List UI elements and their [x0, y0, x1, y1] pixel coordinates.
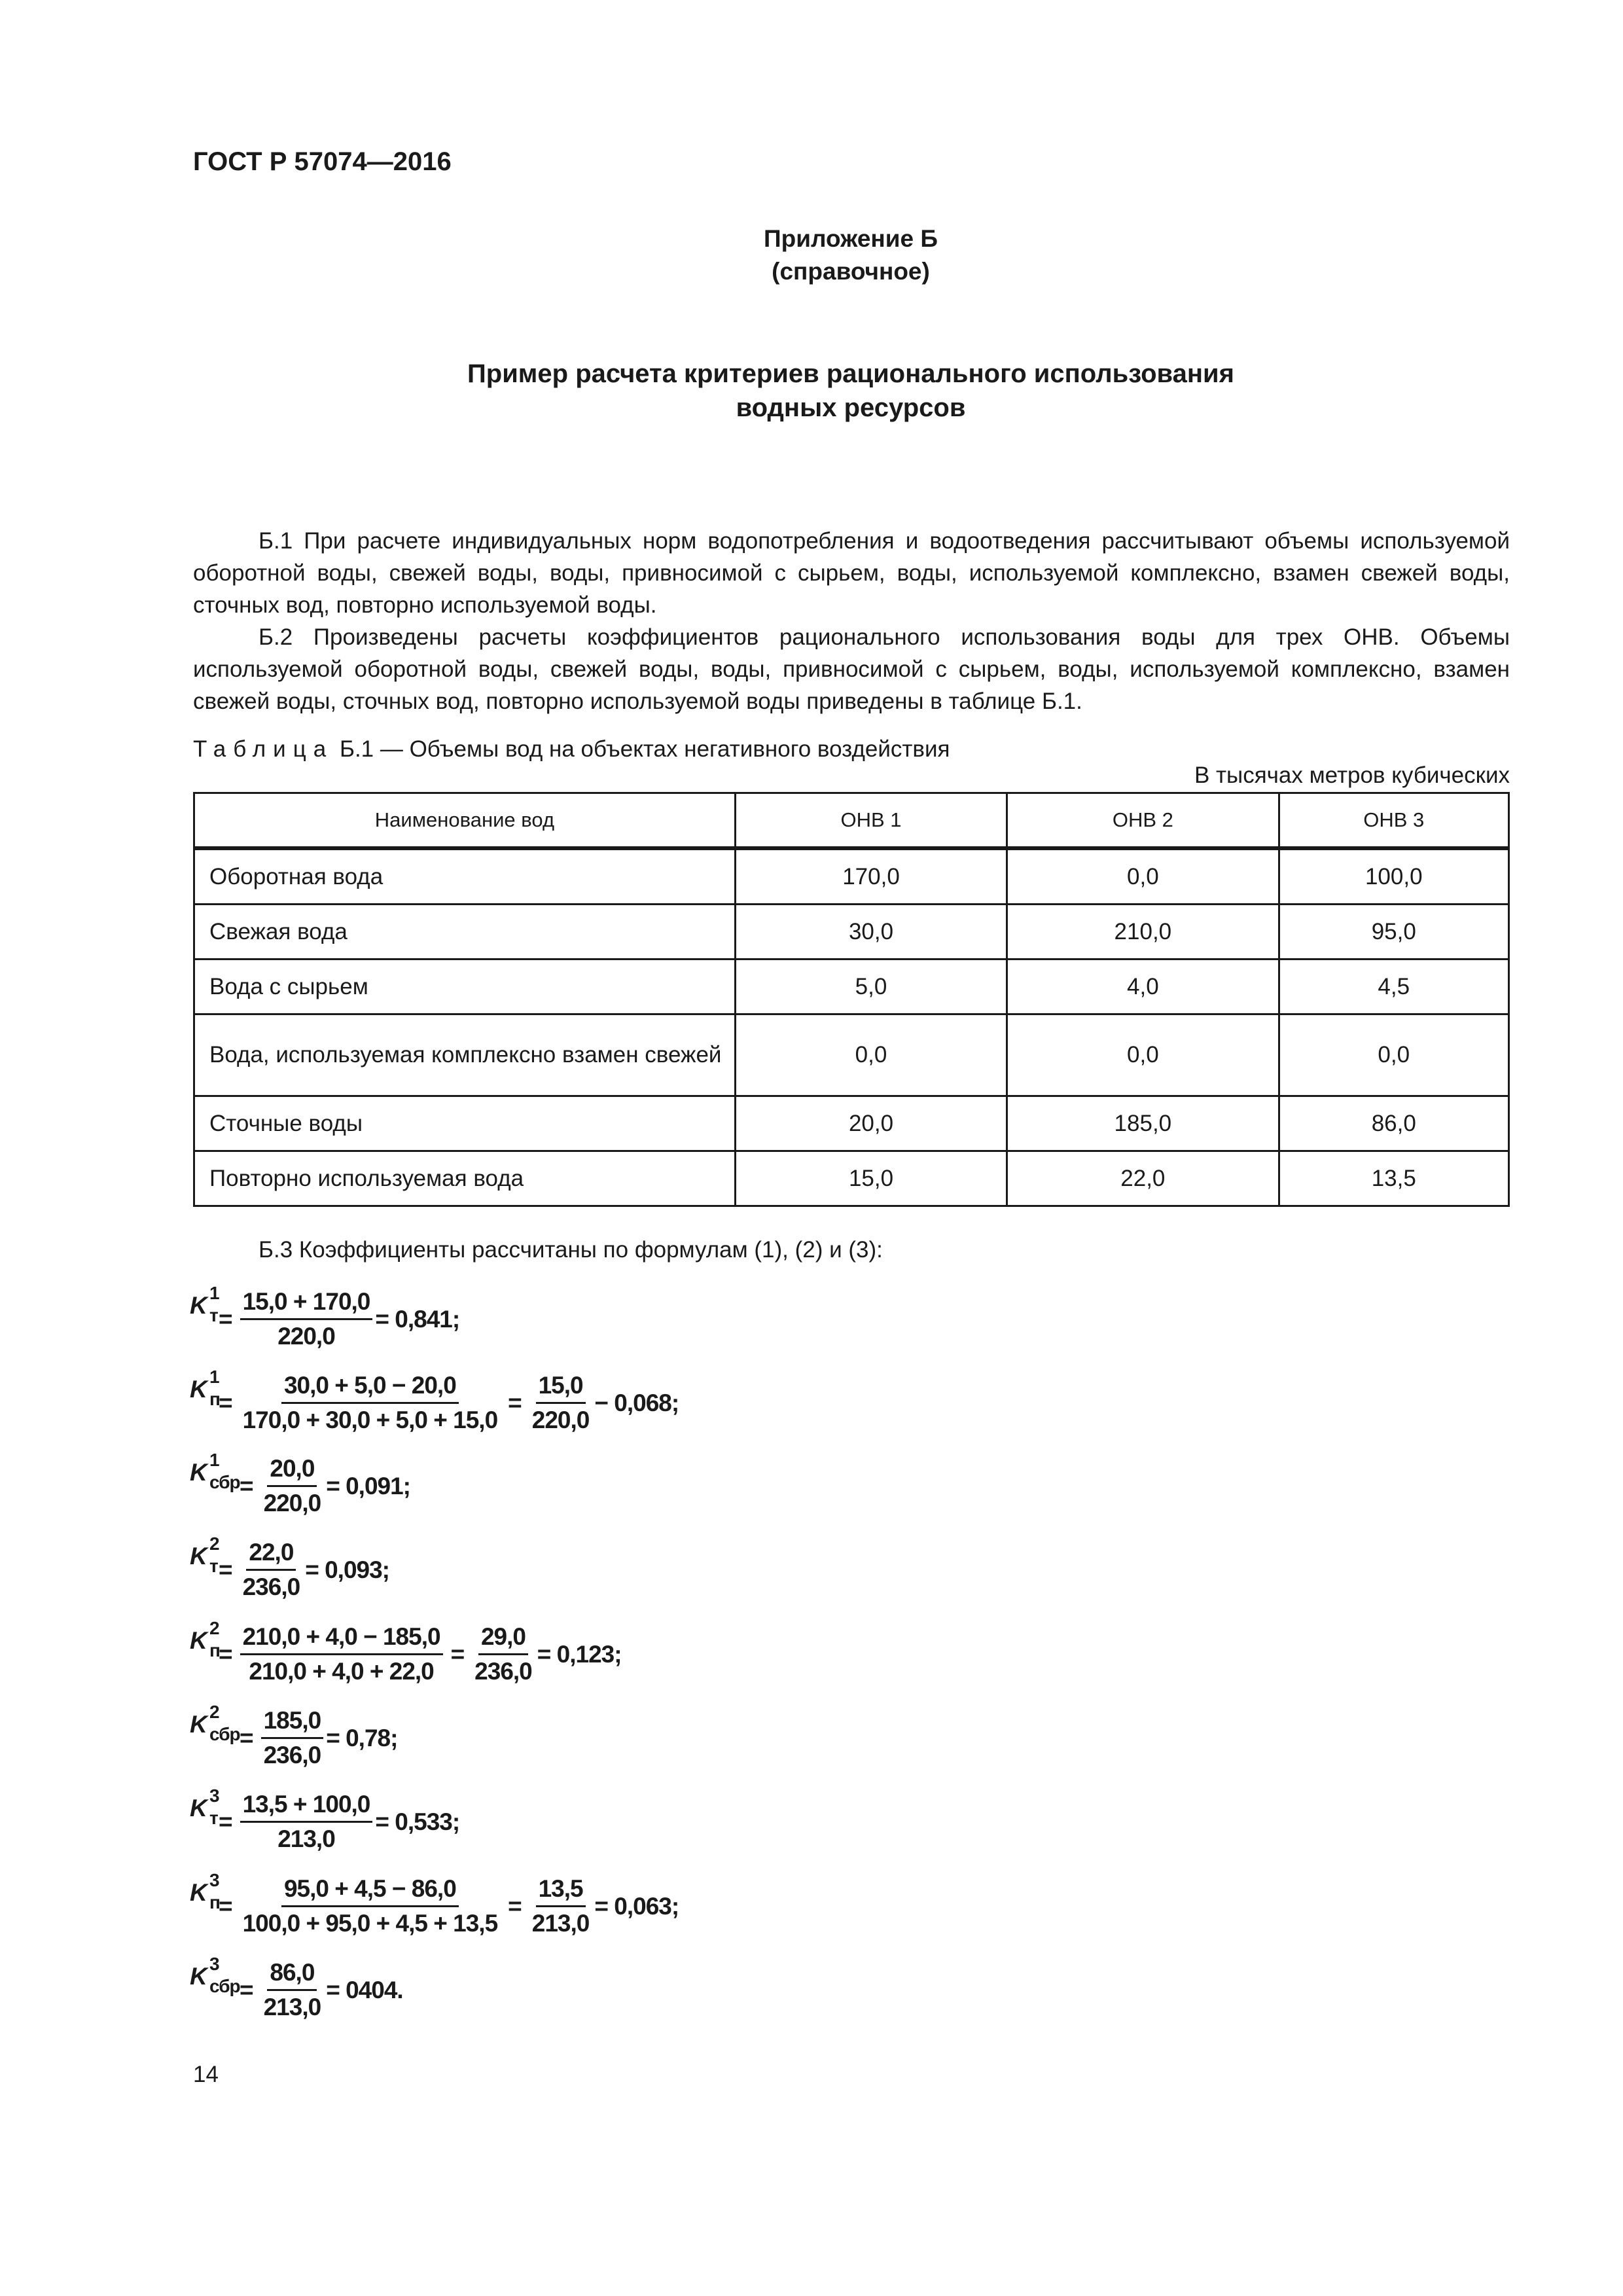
- coefficient-symbol: [190, 1533, 219, 1598]
- table-cell: 4,5: [1279, 960, 1508, 1014]
- coefficient-symbol: [190, 1282, 219, 1347]
- equals-sign: =: [240, 1472, 253, 1499]
- formula-result: = 0,091;: [326, 1472, 411, 1499]
- coefficient-letter: K: [190, 1291, 207, 1319]
- coefficient-symbol: [190, 1366, 220, 1431]
- coefficient-superscript: 1: [209, 1449, 219, 1470]
- table-cell-name: Вода, используемая комплексно взамен свежей: [194, 1014, 736, 1096]
- paragraph-b1-text: Б.1 При расчете индивидуальных норм водопотребления и водоотведения рассчитывают объемы используемой оборотной воды, свежей воды, воды, привносимой с сырьем, воды, используемой комплексно, взамен свежей воды, сточных вод, повторно используемой воды.: [193, 528, 1510, 618]
- table-header-cell: ОНВ 3: [1279, 793, 1508, 849]
- page-number: 14: [193, 2062, 219, 2087]
- fraction: [261, 1455, 324, 1517]
- paragraph-b3-text: Б.3 Коэффициенты рассчитаны по формулам (1), (2) и (3):: [259, 1237, 883, 1263]
- equals-sign: =: [219, 1892, 232, 1920]
- table-cell-name: Свежая вода: [194, 905, 736, 960]
- table-cell: 0,0: [1279, 1014, 1508, 1096]
- fraction: [240, 1875, 501, 1937]
- formula-result: = 0,123;: [537, 1640, 622, 1668]
- equals-sign: =: [219, 1556, 232, 1583]
- coefficient-superscript: 3: [209, 1869, 219, 1890]
- table-cell: 20,0: [735, 1096, 1007, 1151]
- table-cell: 30,0: [735, 905, 1007, 960]
- equals-sign: =: [508, 1389, 522, 1416]
- fraction: [240, 1539, 303, 1601]
- coefficient-subscript: т: [209, 1304, 218, 1325]
- coefficient-letter: K: [190, 1794, 207, 1821]
- table-cell: 0,0: [1007, 848, 1279, 905]
- formula-row: [190, 1617, 622, 1685]
- coefficient-subscript: п: [209, 1388, 220, 1409]
- coefficient-letter: K: [190, 1458, 207, 1486]
- equals-sign: =: [219, 1640, 232, 1668]
- equals-sign: =: [240, 1976, 253, 2003]
- table-row: [194, 960, 1509, 1014]
- coefficient-subscript: сбр: [209, 1975, 240, 1996]
- document-standard-header: ГОСТ Р 57074—2016: [193, 147, 452, 176]
- formula-result: = 0,063;: [594, 1892, 679, 1920]
- fraction-numerator: 20,0: [267, 1455, 317, 1487]
- table-cell: 185,0: [1007, 1096, 1279, 1151]
- formula-row: [190, 1785, 460, 1853]
- fraction: [472, 1623, 535, 1685]
- fraction: [261, 1959, 324, 2021]
- fraction: [240, 1372, 501, 1434]
- table-cell-name: Повторно используемая вода: [194, 1151, 736, 1206]
- coefficient-superscript: 1: [209, 1366, 219, 1387]
- table-cell: 15,0: [735, 1151, 1007, 1206]
- coefficient-superscript: 2: [209, 1533, 219, 1554]
- fraction-numerator: 13,5 + 100,0: [240, 1791, 373, 1823]
- coefficient-symbol: [190, 1449, 240, 1514]
- fraction-denominator: 220,0: [277, 1323, 335, 1350]
- coefficient-superscript: 2: [209, 1701, 219, 1722]
- table-cell: 0,0: [1007, 1014, 1279, 1096]
- table-units: В тысячах метров кубических: [1194, 762, 1510, 788]
- equals-sign: =: [219, 1808, 232, 1835]
- table-cell: 5,0: [735, 960, 1007, 1014]
- equals-sign: =: [450, 1640, 465, 1668]
- equals-sign: =: [240, 1724, 253, 1751]
- coefficient-symbol: [190, 1785, 219, 1850]
- coefficient-letter: K: [190, 1542, 207, 1570]
- table-cell-name: Оборотная вода: [194, 848, 736, 905]
- fraction-numerator: 29,0: [478, 1623, 528, 1655]
- fraction: [240, 1791, 373, 1853]
- formula-row: [190, 1869, 679, 1937]
- table-cell: 100,0: [1279, 848, 1508, 905]
- table-row: [194, 1014, 1509, 1096]
- section-title-line2: водных ресурсов: [736, 393, 966, 422]
- appendix-title: Приложение Б: [764, 225, 938, 252]
- fraction-numerator: 185,0: [261, 1707, 324, 1739]
- paragraph-b2: [193, 621, 1510, 717]
- equals-sign: =: [219, 1305, 232, 1333]
- fraction-denominator: 236,0: [263, 1742, 321, 1768]
- paragraph-b2-text: Б.2 Произведены расчеты коэффициентов рационального использования воды для трех ОНВ. Объемы используемой оборотной воды, свежей воды, воды, привносимой с сырьем, воды, используемой комплексно, взамен свежей воды, сточных вод, повторно используемой воды приведены в таблице Б.1.: [193, 624, 1510, 714]
- table-cell: 22,0: [1007, 1151, 1279, 1206]
- fraction: [529, 1372, 592, 1434]
- fraction-denominator: 236,0: [474, 1658, 532, 1685]
- fraction-numerator: 15,0: [536, 1372, 586, 1404]
- fraction-numerator: 13,5: [536, 1875, 586, 1907]
- table-cell: 0,0: [735, 1014, 1007, 1096]
- coefficient-letter: K: [190, 1962, 207, 1990]
- equals-sign: =: [508, 1892, 522, 1920]
- fraction-denominator: 210,0 + 4,0 + 22,0: [249, 1658, 434, 1685]
- appendix-type: (справочное): [772, 258, 930, 285]
- coefficient-subscript: сбр: [209, 1471, 240, 1492]
- table-cell-name: Вода с сырьем: [194, 960, 736, 1014]
- coefficient-subscript: т: [209, 1555, 218, 1576]
- table-caption-label: Таблица: [193, 736, 334, 762]
- table-row: [194, 1096, 1509, 1151]
- fraction-denominator: 236,0: [242, 1573, 300, 1600]
- fraction-denominator: 100,0 + 95,0 + 4,5 + 13,5: [242, 1910, 498, 1937]
- coefficient-superscript: 1: [209, 1282, 219, 1303]
- fraction-denominator: 220,0: [263, 1490, 321, 1516]
- coefficient-subscript: п: [209, 1640, 220, 1660]
- coefficient-symbol: [190, 1953, 240, 2018]
- fraction-denominator: 213,0: [263, 1994, 321, 2020]
- formula-result: = 0,78;: [326, 1724, 398, 1751]
- section-title-line1: Пример расчета критериев рационального использования: [467, 359, 1234, 388]
- table-cell: 170,0: [735, 848, 1007, 905]
- table-caption: [193, 736, 950, 762]
- coefficient-letter: K: [190, 1878, 207, 1906]
- formula-row: [190, 1533, 390, 1601]
- coefficient-subscript: п: [209, 1892, 220, 1912]
- formula-result: = 0,093;: [305, 1556, 390, 1583]
- fraction-numerator: 95,0 + 4,5 − 86,0: [281, 1875, 459, 1907]
- fraction-numerator: 15,0 + 170,0: [240, 1288, 373, 1320]
- coefficient-symbol: [190, 1869, 220, 1934]
- water-volumes-table: [193, 792, 1510, 1207]
- table-cell: 86,0: [1279, 1096, 1508, 1151]
- formula-result: = 0,841;: [375, 1305, 460, 1333]
- paragraph-b1: [193, 525, 1510, 621]
- table-caption-text: Б.1 — Объемы вод на объектах негативного воздействия: [339, 736, 950, 762]
- coefficient-superscript: 3: [209, 1953, 219, 1974]
- fraction-denominator: 220,0: [531, 1407, 590, 1433]
- coefficient-letter: K: [190, 1375, 207, 1403]
- formula-row: [190, 1953, 403, 2021]
- fraction-numerator: 86,0: [267, 1959, 317, 1991]
- table-cell: 95,0: [1279, 905, 1508, 960]
- table-cell: 210,0: [1007, 905, 1279, 960]
- fraction: [240, 1288, 373, 1350]
- equals-sign: =: [219, 1389, 232, 1416]
- fraction-denominator: 213,0: [277, 1825, 335, 1852]
- fraction-denominator: 170,0 + 30,0 + 5,0 + 15,0: [242, 1407, 498, 1433]
- fraction-denominator: 213,0: [531, 1910, 590, 1937]
- coefficient-letter: K: [190, 1626, 207, 1654]
- table-row: [194, 848, 1509, 905]
- coefficient-symbol: [190, 1617, 220, 1682]
- table-cell-name: Сточные воды: [194, 1096, 736, 1151]
- formula-result: − 0,068;: [594, 1389, 679, 1416]
- coefficient-subscript: т: [209, 1807, 218, 1828]
- coefficient-letter: K: [190, 1710, 207, 1738]
- fraction-numerator: 30,0 + 5,0 − 20,0: [281, 1372, 459, 1404]
- formula-row: [190, 1282, 460, 1350]
- table-header-row: [194, 793, 1509, 849]
- formula-row: [190, 1449, 411, 1517]
- fraction-numerator: 22,0: [246, 1539, 296, 1571]
- table-header-cell: Наименование вод: [194, 793, 736, 849]
- table-row: [194, 1151, 1509, 1206]
- fraction: [529, 1875, 592, 1937]
- formula-row: [190, 1366, 679, 1434]
- formula-result: = 0404.: [326, 1976, 403, 2003]
- table-cell: 4,0: [1007, 960, 1279, 1014]
- fraction-numerator: 210,0 + 4,0 − 185,0: [240, 1623, 443, 1655]
- coefficient-symbol: [190, 1701, 240, 1766]
- formula-result: = 0,533;: [375, 1808, 460, 1835]
- table-header-cell: ОНВ 2: [1007, 793, 1279, 849]
- fraction: [240, 1623, 443, 1685]
- paragraph-b3: [193, 1234, 1510, 1266]
- coefficient-superscript: 2: [209, 1617, 219, 1638]
- coefficient-subscript: сбр: [209, 1723, 240, 1744]
- table-row: [194, 905, 1509, 960]
- table-header-cell: ОНВ 1: [735, 793, 1007, 849]
- fraction: [261, 1707, 324, 1769]
- table-cell: 13,5: [1279, 1151, 1508, 1206]
- coefficient-superscript: 3: [209, 1785, 219, 1806]
- formula-row: [190, 1701, 398, 1769]
